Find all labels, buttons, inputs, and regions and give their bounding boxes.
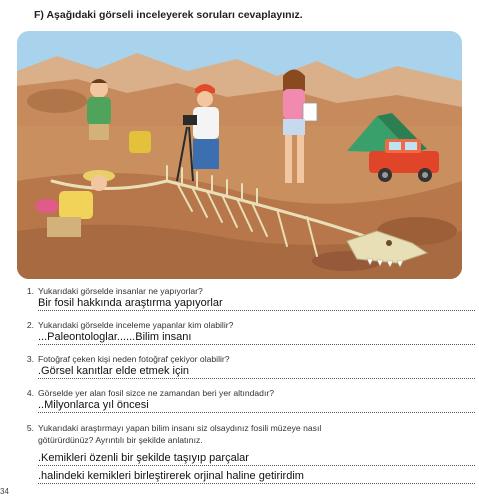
question-text-line: götürürdünüz? Ayrıntılı bir şekilde anlatınız. xyxy=(38,434,203,445)
question-text-line: Yukarıdaki araştırmayı yapan bilim insanı siz olsaydınız fosili müzeye nasıl xyxy=(38,423,322,433)
section-heading: F) Aşağıdaki görseli inceleyerek soruları cevaplayınız. xyxy=(34,9,303,21)
fossil-excavation-illustration xyxy=(17,31,462,279)
answer-line xyxy=(38,470,475,484)
answer-line xyxy=(38,399,475,413)
question-text: Görselde yer alan fosil sizce ne zamandan beri yer altındadır? xyxy=(38,388,274,398)
answer-text: .Görsel kanıtlar elde etmek için xyxy=(38,365,190,377)
answer-text: Bir fosil hakkında araştırma yapıyorlar xyxy=(38,297,223,309)
answer-text: .halindeki kemikleri birleştirerek orjinal haline getirirdim xyxy=(38,470,304,482)
question-number: 3. xyxy=(26,354,34,364)
question-text: Yukarıdaki görselde inceleme yapanlar kim olabilir? xyxy=(38,320,234,330)
answer-text: ...Paleontologlar......Bilim insanı xyxy=(38,331,192,343)
answer-text: ..Milyonlarca yıl öncesi xyxy=(38,399,149,411)
question-number: 4. xyxy=(26,388,34,398)
question-text xyxy=(38,423,458,446)
answer-line xyxy=(38,331,475,345)
question-number: 1. xyxy=(26,286,34,296)
question-text: Yukarıdaki görselde insanlar ne yapıyorlar? xyxy=(38,286,203,296)
answer-line xyxy=(38,297,475,311)
question-number: 5. xyxy=(26,423,34,433)
answer-line xyxy=(38,452,475,466)
question-text: Fotoğraf çeken kişi neden fotoğraf çekiyor olabilir? xyxy=(38,354,230,364)
answer-text: .Kemikleri özenli bir şekilde taşıyıp parçalar xyxy=(38,452,249,464)
question-number: 2. xyxy=(26,320,34,330)
answer-line xyxy=(38,365,475,379)
page-number: 34 xyxy=(0,487,9,496)
